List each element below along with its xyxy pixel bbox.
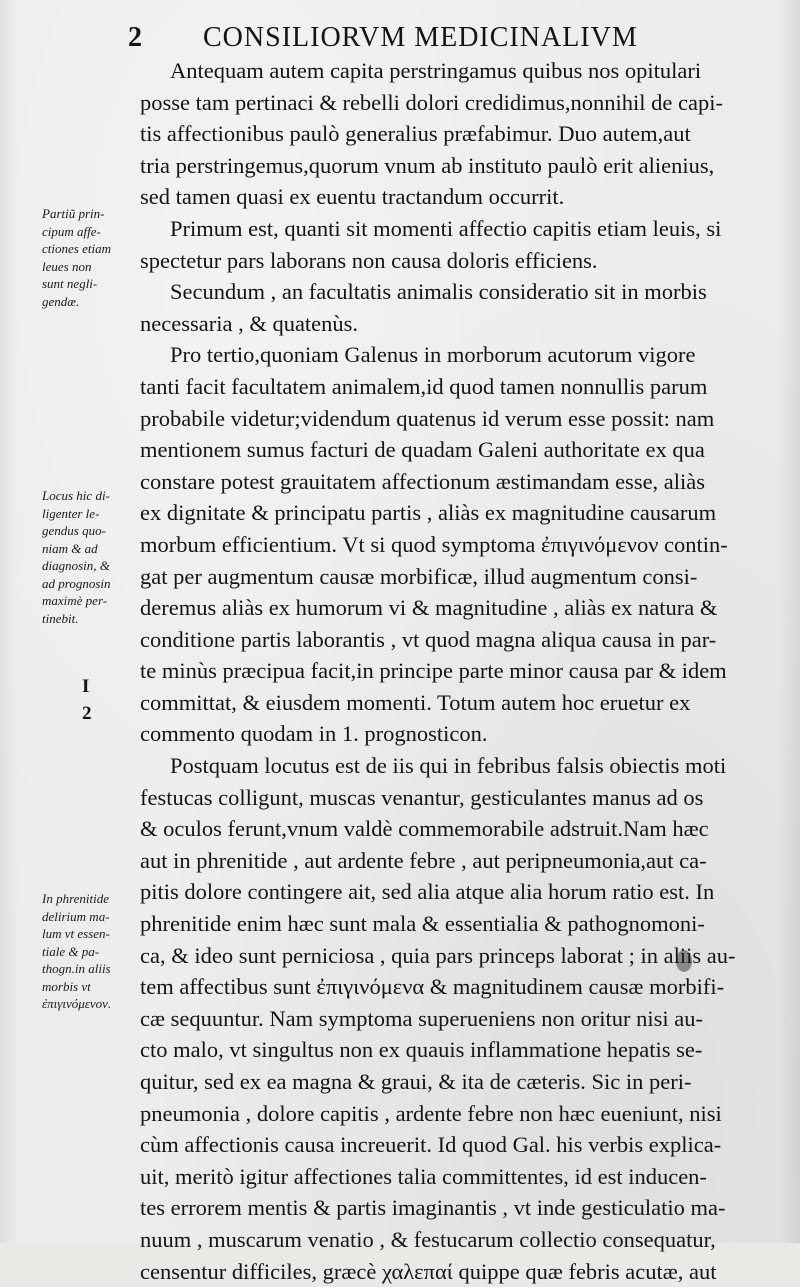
text-line: tes errorem mentis & partis imaginantis , vt inde gesticulatio ma- [140, 1195, 726, 1221]
margin-note-phrenitide [42, 890, 142, 1013]
text-line: Pro tertio,quoniam Galenus in morborum acutorum vigore [170, 342, 696, 368]
margin-note-line: cipum affe- [42, 223, 101, 239]
text-line: probabile videtur;videndum quatenus id verum esse possit: nam [140, 405, 715, 431]
text-line: aut in phrenitide , aut ardente febre , aut peripneumonia,aut ca- [140, 847, 707, 873]
text-line: committat, & eiusdem momenti. Totum autem hoc eruetur ex [140, 689, 691, 715]
text-line: nuum , muscarum venatio , & festucarum collectio consequatur, [140, 1226, 716, 1252]
text-line: Primum est, quanti sit momenti affectio capitis etiam leuis, si [170, 215, 722, 241]
text-line: quitur, sed ex ea magna & graui, & ita de cæteris. Sic in peri- [140, 1069, 692, 1094]
margin-note-line: morbis vt [42, 978, 91, 994]
margin-note-line: gendus quo- [42, 523, 106, 538]
margin-number-2: 2 [82, 703, 92, 724]
text-line: ex dignitate & principatu partis , aliàs ex magnitudine causarum [140, 500, 717, 526]
text-line: Secundum , an facultatis animalis consideratio sit in morbis [170, 279, 707, 305]
margin-note-line: tiale & pa- [42, 943, 100, 959]
page-edge-shadow [778, 0, 800, 1243]
margin-number-1: I [82, 676, 90, 697]
margin-note-line: Locus hic di- [42, 488, 110, 503]
margin-note-line: In phrenitide [42, 891, 110, 906]
margin-note-line: sunt negli- [42, 276, 98, 291]
main-text [140, 55, 768, 1287]
text-line: necessaria , & quatenùs. [140, 310, 359, 336]
margin-note-line: niam & ad [42, 540, 98, 556]
text-line: tanti facit facultatem animalem,id quod tamen nonnullis parum [140, 373, 708, 399]
gutter-shadow [0, 0, 18, 1243]
text-line: phrenitide enim hæc sunt mala & essentialia & pathognomoni- [140, 911, 705, 937]
ink-blot [676, 950, 692, 972]
text-line: constare potest grauitatem affectionum æstimandam esse, aliàs [140, 468, 706, 494]
text-line: morbum efficientium. Vt si quod symptoma ἐπιγινόμενον contin- [140, 531, 728, 557]
margin-note-line: ligenter le- [42, 505, 100, 521]
page-number: 2 [128, 22, 143, 53]
margin-note-line: maximè per- [42, 593, 108, 608]
margin-note-line: gendæ. [42, 293, 80, 309]
text-line: te minùs præcipua facit,in principe parte minor causa par & idem [140, 658, 727, 684]
running-title: CONSILIORVM MEDICINALIVM [203, 22, 638, 53]
text-line: tem affectibus sunt ἐπιγινόμενα & magnitudinem causæ morbifi- [140, 974, 725, 1000]
text-line: pitis dolore contingere ait, sed alia atque alia horum ratio est. In [140, 879, 715, 905]
margin-note-line: delirium ma- [42, 908, 110, 924]
margin-note-locus [42, 487, 142, 627]
text-line: posse tam pertinaci & rebelli dolori credidimus,nonnihil de capi- [140, 89, 723, 115]
margin-note-line: ἐπιγινόμενον. [42, 996, 112, 1011]
text-line: tis affectionibus paulò generalius præfabimur. Duo autem,aut [140, 121, 691, 147]
text-line: mentionem sumus facturi de quadam Galeni authoritate ex qua [140, 437, 705, 463]
text-line: sed tamen quasi ex euentu tractandum occurrit. [140, 184, 565, 210]
margin-note-line: thogn.in aliis [42, 961, 111, 976]
text-line: cùm affectionis causa increuerit. Id quod Gal. his verbis explica- [140, 1132, 722, 1158]
text-line: gat per augmentum causæ morbificæ, illud augmentum consi- [140, 563, 698, 589]
text-line: spectetur pars laborans non causa doloris efficiens. [140, 247, 598, 273]
margin-note-partium [42, 205, 142, 310]
text-line: festucas colligunt, muscas venantur, gesticulantes manus ad os [140, 784, 704, 810]
text-line: ca, & ideo sunt perniciosa , quia pars princeps laborat ; in aliis au- [140, 942, 736, 968]
text-line: Postquam locutus est de iis qui in febribus falsis obiectis moti [170, 753, 727, 779]
text-line: conditione partis laborantis , vt quod magna aliqua causa in par- [140, 626, 717, 652]
margin-note-line: lum vt essen- [42, 926, 110, 941]
text-line: cto malo, vt singultus non ex quauis inflammatione hepatis se- [140, 1037, 703, 1063]
margin-note-line: diagnosin, & [42, 558, 110, 573]
text-line: commento quodam in 1. prognosticon. [140, 721, 488, 747]
text-line: uit, meritò igitur affectiones talia committentes, id est inducen- [140, 1163, 707, 1189]
margin-note-line: ctiones etiam [42, 241, 111, 256]
margin-note-line: ad prognosin [42, 575, 111, 591]
text-line: pneumonia , dolore capitis , ardente febre non hæc eueniunt, nisi [140, 1100, 722, 1126]
margin-note-line: Partiũ prin- [42, 206, 105, 221]
text-line: censentur difficiles, græcè χαλεπαί quippe quæ febris acutæ, aut [140, 1258, 717, 1284]
text-line: & oculos ferunt,vnum valdè commemorabile adstruit.Nam hæc [140, 816, 709, 842]
text-line: tria perstringemus,quorum vnum ab instituto paulò erit alienius, [140, 152, 715, 178]
text-line: Antequam autem capita perstringamus quibus nos opitulari [170, 58, 702, 83]
margin-note-line: leues non [42, 258, 92, 274]
margin-note-line: tinebit. [42, 610, 79, 626]
text-line: deremus aliàs ex humorum vi & magnitudine , aliàs ex natura & [140, 595, 718, 621]
text-line: cæ sequuntur. Nam symptoma superueniens non oritur nisi au- [140, 1005, 704, 1031]
